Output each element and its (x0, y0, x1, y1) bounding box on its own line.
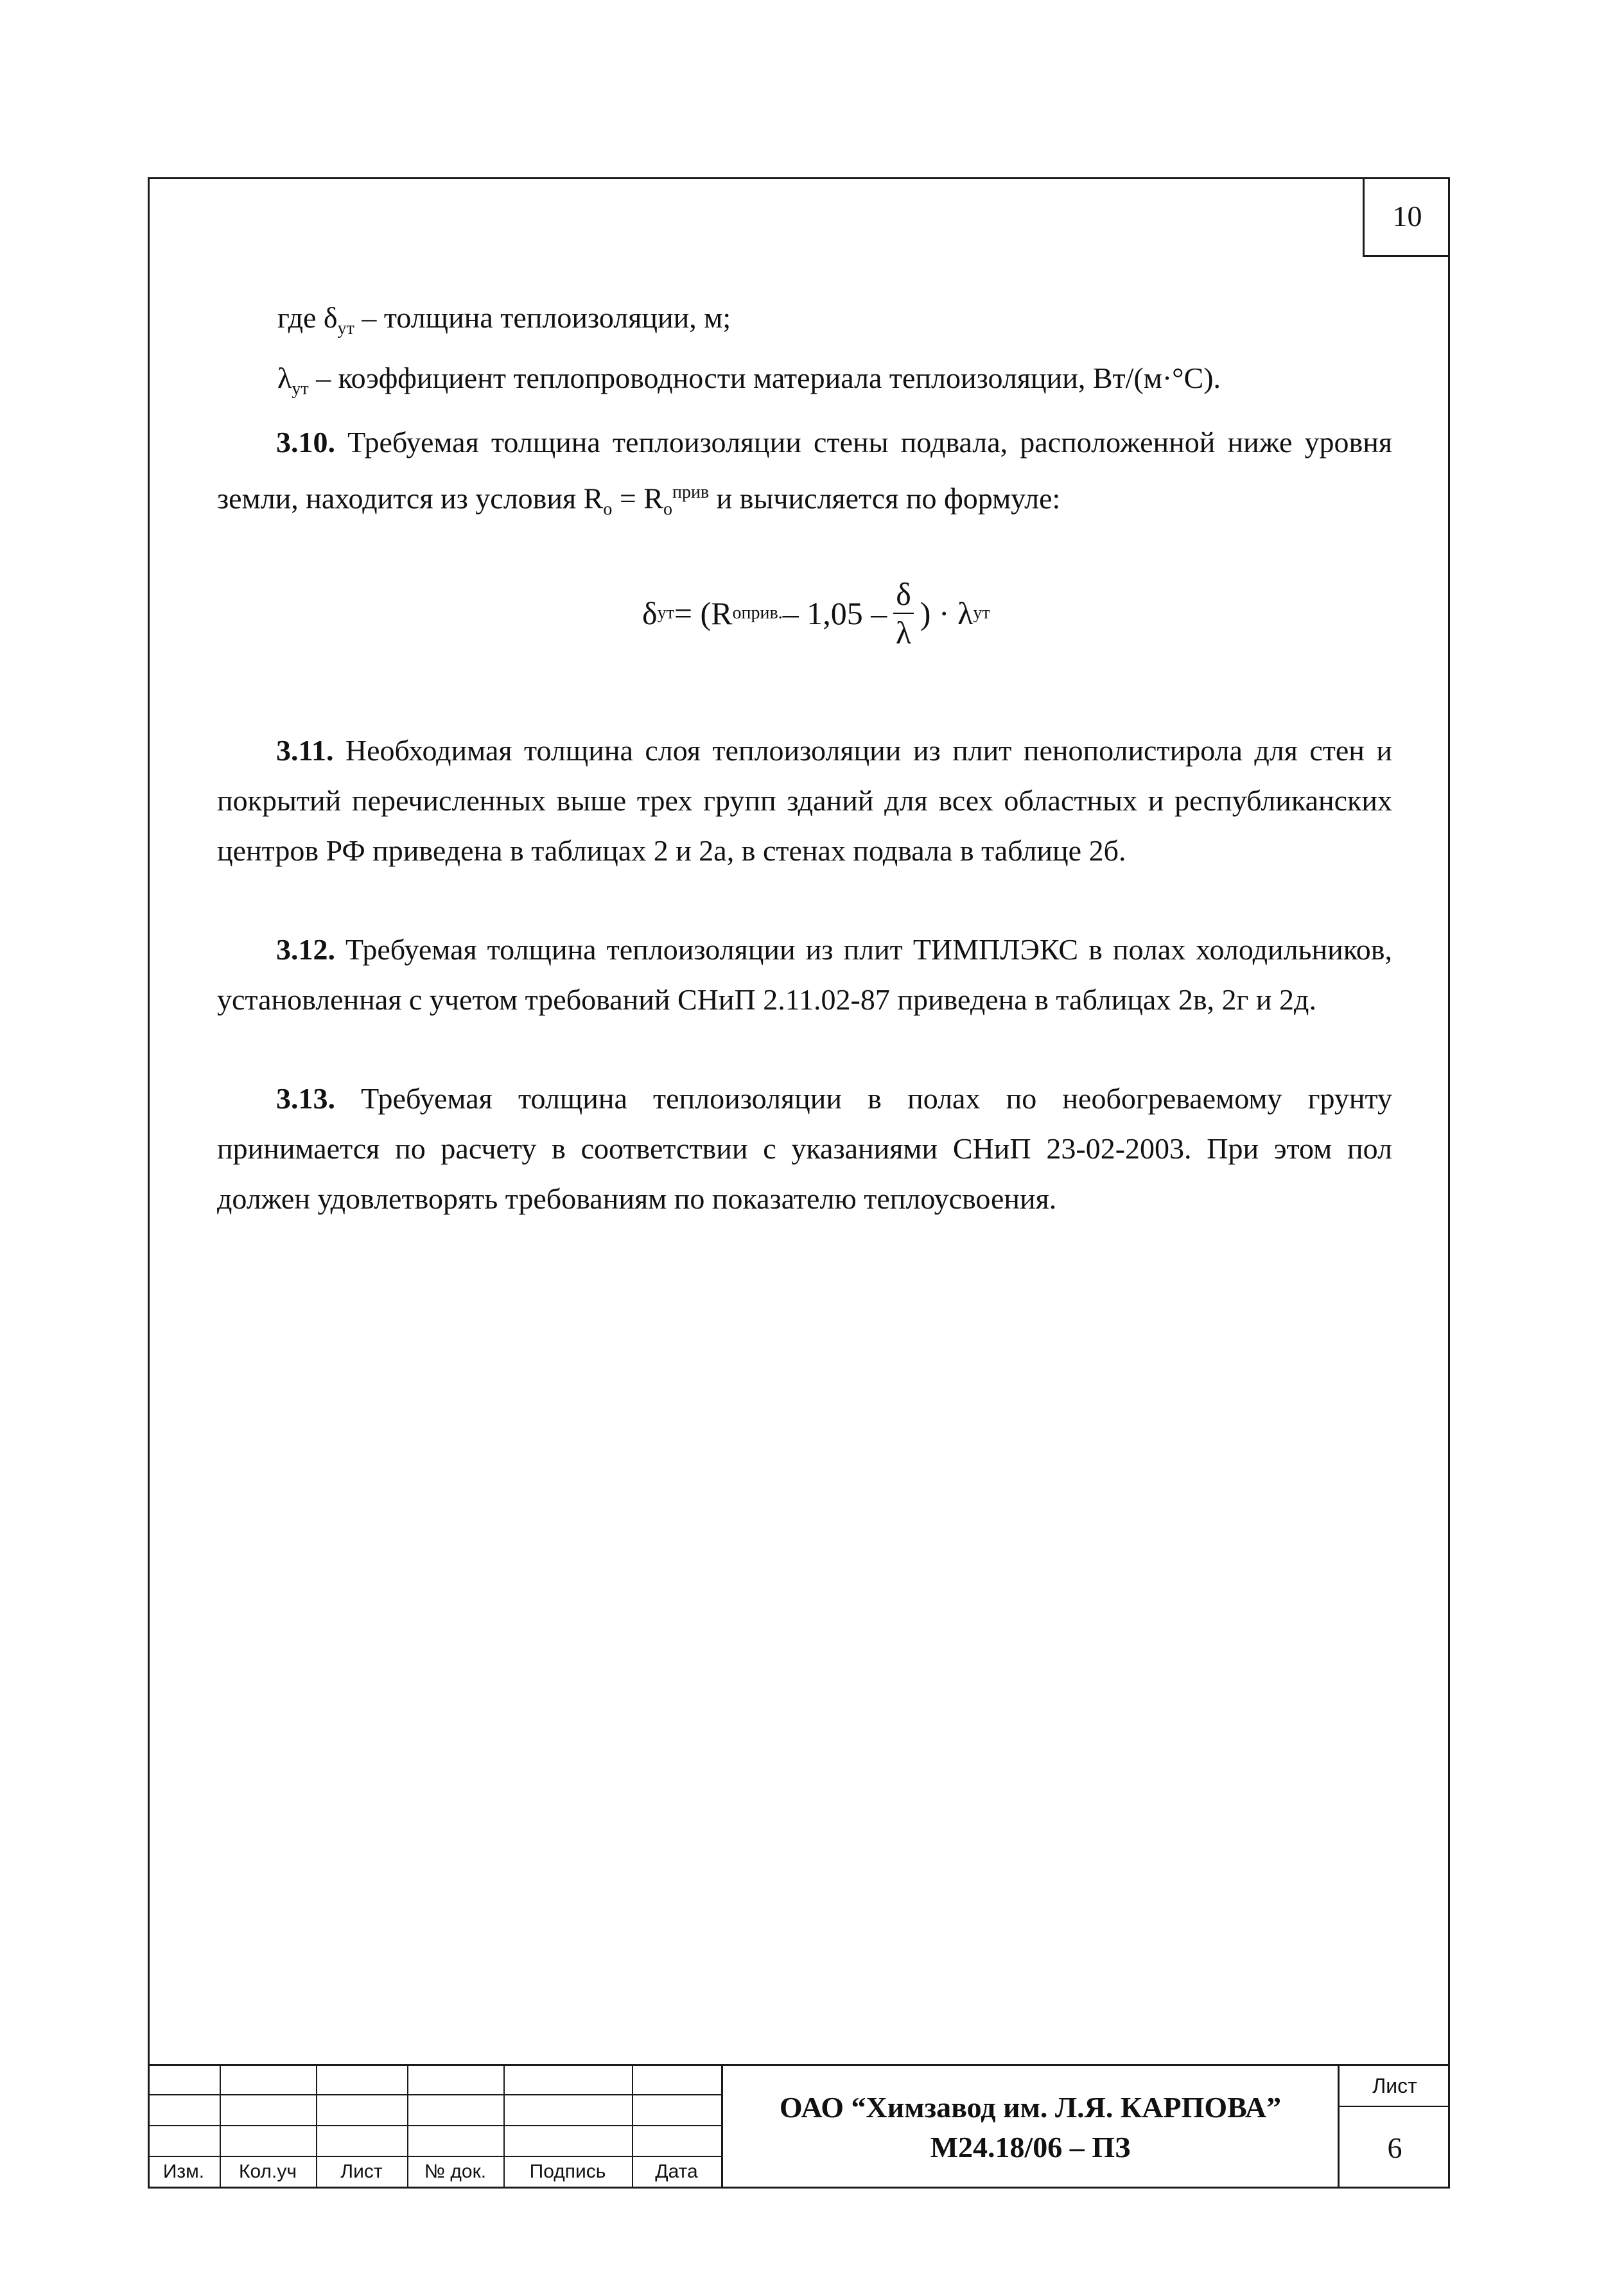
para-3-10-number: 3.10. (276, 426, 335, 459)
def2-sub: ут (292, 379, 309, 399)
para-3-10-eq: = R (612, 482, 663, 515)
page-number-top (1363, 177, 1450, 257)
para-3-12-text: Требуемая толщина теплоизоляции из плит ТИМПЛЭКС в полах холодильников, установленная с учетом требований СНиП 2.11.02-87 приведена в таблицах 2в, 2г и 2д. (217, 933, 1392, 1016)
tb-header-ndok: № док. (424, 2161, 487, 2182)
para-3-10-sup2: прив (672, 482, 710, 502)
para-3-10-text2: и вычисляется по формуле: (709, 482, 1061, 515)
tb-header-koluch: Кол.уч (239, 2161, 297, 2182)
page-number-value: 10 (1392, 200, 1422, 232)
formula-end-sub: ут (973, 603, 990, 623)
para-3-12-number: 3.12. (276, 933, 335, 966)
title-block-sheet (1340, 2066, 1450, 2189)
definition-conductivity (277, 353, 1221, 414)
formula-lhs: δ (642, 595, 658, 631)
sheet-number: 6 (1387, 2131, 1402, 2164)
title-block-grid (148, 2066, 723, 2189)
tb-header-izm: Изм. (162, 2161, 205, 2182)
paragraph-3-12 (217, 925, 1392, 1025)
formula-r-sup: прив. (741, 603, 783, 623)
definition-thickness (277, 293, 731, 354)
para-3-11-text: Необходимая толщина слоя теплоизоляции из плит пенополистирола для стен и покрытий перечисленных выше трех групп зданий для всех областных и республиканских центров РФ приведена в таблицах 2 и 2а, в стенах подвала в таблице 2б. (217, 734, 1392, 867)
paragraph-3-11 (217, 726, 1392, 876)
para-3-13-number: 3.13. (276, 1082, 335, 1115)
formula-frac-bottom: λ (895, 615, 912, 651)
paragraph-3-13 (217, 1074, 1392, 1224)
def1-symbol: где δ (277, 301, 338, 334)
paragraph-3-10 (217, 417, 1392, 535)
def1-text: – толщина теплоизоляции, м; (354, 301, 731, 334)
def2-symbol: λ (277, 362, 292, 394)
tb-row-2 (148, 2125, 721, 2126)
para-3-10-text1: Требуемая толщина теплоизоляции стены подвала, расположенной ниже уровня земли, находится из условия R (217, 426, 1392, 515)
formula-close: ) · λ (920, 595, 974, 631)
formula-frac-top: δ (893, 578, 914, 614)
doc-code: М24.18/06 – ПЗ (930, 2130, 1131, 2163)
formula-minus: – 1,05 – (782, 595, 887, 631)
formula-eq-open: = (R (674, 595, 733, 631)
org-name: ОАО “Химзавод им. Л.Я. КАРПОВА” (779, 2090, 1282, 2124)
sheet-label: Лист (1340, 2066, 1450, 2107)
tb-header-list: Лист (340, 2161, 383, 2182)
para-3-10-sub1: о (603, 499, 613, 520)
tb-header-podpis: Подпись (529, 2161, 606, 2182)
title-block-organization (723, 2066, 1340, 2189)
def2-text: – коэффициент теплопроводности материала теплоизоляции, Вт/(м·°С). (308, 362, 1221, 394)
formula-insulation-thickness (642, 578, 990, 649)
formula-r-sub: о (732, 603, 742, 623)
tb-header-data: Дата (655, 2161, 698, 2182)
para-3-11-number: 3.11. (276, 734, 334, 767)
def1-sub: ут (337, 319, 354, 339)
formula-fraction (893, 578, 914, 649)
formula-lhs-sub: ут (657, 603, 674, 623)
title-block (148, 2064, 1450, 2189)
tb-row-1 (148, 2094, 721, 2095)
para-3-13-text: Требуемая толщина теплоизоляции в полах по необогреваемому грунту принимается по расчету в соответствии с указаниями СНиП 23-02-2003. При этом пол должен удовлетворять требованиям по показателю теплоусвоения. (217, 1082, 1392, 1215)
para-3-10-sub2: о (663, 499, 672, 520)
